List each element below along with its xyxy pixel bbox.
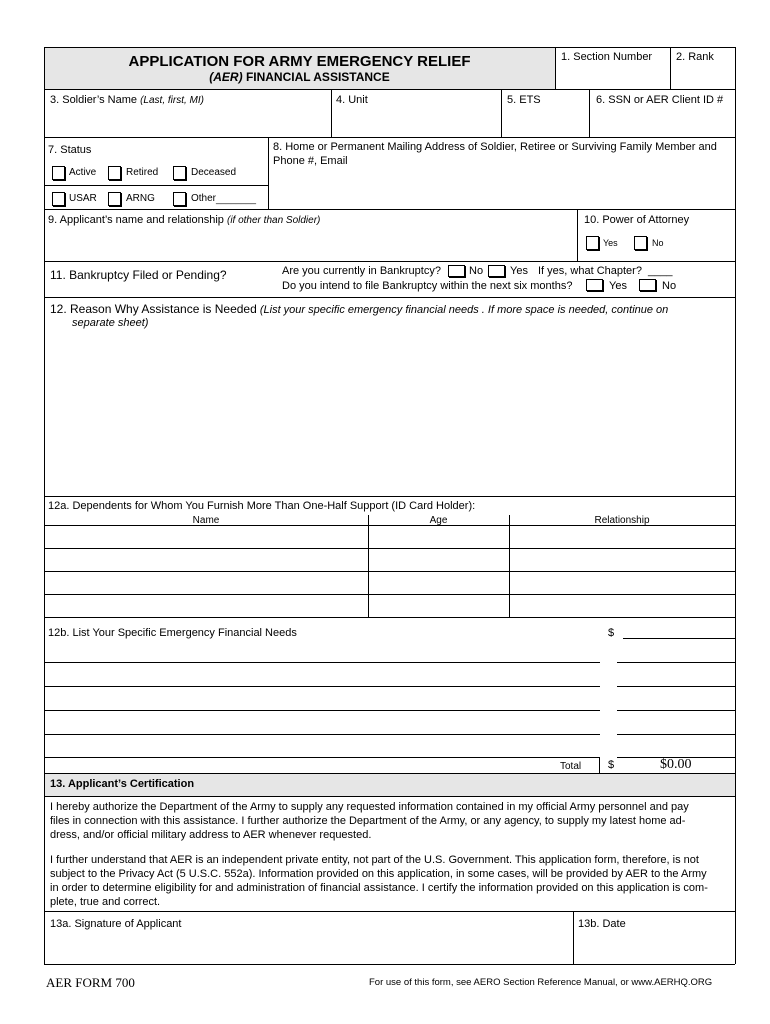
bankruptcy-question-intend: Do you intend to file Bankruptcy within the next six months?: [282, 280, 573, 292]
dependents-label: 12a. Dependents for Whom You Furnish More Than One-Half Support (ID Card Holder):: [48, 500, 476, 512]
dependent-age-field[interactable]: [370, 596, 507, 616]
dependent-name-field[interactable]: [46, 550, 366, 570]
unit-label: 4. Unit: [336, 94, 368, 106]
ssn-label: 6. SSN or AER Client ID #: [596, 94, 724, 106]
need-line: [44, 734, 600, 735]
status-deceased-checkbox[interactable]: [173, 166, 186, 180]
dependent-age-field[interactable]: [370, 527, 507, 547]
date-label: 13b. Date: [578, 918, 626, 930]
need-item-field[interactable]: [46, 641, 598, 661]
dependents-col-relationship: Relationship: [594, 515, 650, 526]
footer-note: For use of this form, see AERO Section Reference Manual, or www.AERHQ.ORG: [369, 977, 713, 988]
rule: [44, 496, 735, 497]
bankruptcy-current-no-label: No: [469, 265, 484, 277]
need-amount-field[interactable]: [619, 717, 733, 733]
frame-right: [735, 47, 736, 964]
status-other-label: Other: [191, 193, 217, 204]
bankruptcy-current-yes-label: Yes: [510, 265, 528, 277]
need-amount-field[interactable]: [619, 669, 733, 685]
soldier-name-field[interactable]: [46, 110, 329, 135]
divider: [670, 47, 671, 89]
rank-field[interactable]: [672, 65, 733, 87]
signature-label: 13a. Signature of Applicant: [50, 918, 182, 930]
rule: [44, 617, 735, 618]
ets-label: 5. ETS: [507, 94, 541, 106]
status-deceased-label: Deceased: [191, 167, 237, 178]
divider: [331, 89, 332, 137]
form-id: AER FORM 700: [46, 975, 135, 990]
bankruptcy-question-current: Are you currently in Bankruptcy?: [282, 265, 441, 277]
amount-line: [617, 710, 735, 711]
rule: [44, 796, 735, 797]
amount-line: [617, 662, 735, 663]
address-label-line1: 8. Home or Permanent Mailing Address of Soldier, Retiree or Surviving Family Member and: [273, 141, 717, 153]
dependent-age-field[interactable]: [370, 550, 507, 570]
rule: [44, 911, 735, 912]
frame-bottom: [44, 964, 735, 965]
rule: [44, 185, 268, 186]
needs-label: 12b. List Your Specific Emergency Financial Needs: [48, 627, 297, 639]
cert-p1-line: files in connection with this assistance. I further authorize the Department of the Army, or any agency, to supply my latest home ad-: [50, 815, 686, 827]
need-item-field[interactable]: [46, 665, 598, 685]
divider: [599, 757, 600, 773]
signature-field[interactable]: [46, 934, 571, 962]
reason-hint-line1: (List your specific emergency financial needs . If more space is needed, continue on: [259, 304, 669, 316]
divider: [573, 911, 574, 964]
dependent-relationship-field[interactable]: [511, 550, 733, 570]
section-number-field[interactable]: [557, 65, 668, 87]
divider: [555, 47, 556, 89]
divider: [268, 137, 269, 209]
poa-no-label: No: [652, 238, 664, 248]
status-arng-checkbox[interactable]: [108, 192, 121, 206]
poa-yes-checkbox[interactable]: [586, 236, 599, 250]
dependents-col-name: Name: [192, 515, 220, 526]
rule: [44, 137, 735, 138]
reason-hint-line2: separate sheet): [72, 317, 149, 329]
reason-field[interactable]: [46, 333, 733, 493]
status-arng-label: ARNG: [126, 193, 155, 204]
status-other-checkbox[interactable]: [173, 192, 186, 206]
rule: [44, 209, 735, 210]
dependent-relationship-field[interactable]: [511, 527, 733, 547]
status-active-checkbox[interactable]: [52, 166, 65, 180]
cert-p2-line: subject to the Privacy Act (5 U.S.C. 552a). Information provided on this application, in some cases, will be provided by AER to the Army: [50, 868, 707, 880]
need-line: [44, 686, 600, 687]
reason-label-text: 12. Reason Why Assistance is Needed: [50, 302, 257, 316]
unit-field[interactable]: [333, 110, 499, 135]
address-field[interactable]: [271, 170, 733, 207]
form-subtitle: [44, 70, 555, 84]
cert-p2-line: in order to determine eligibility for and administration of financial assistance. I certify the information provided on this application is com-: [50, 882, 708, 894]
reason-label: [50, 302, 668, 316]
ssn-field[interactable]: [591, 110, 733, 135]
applicant-field[interactable]: [46, 230, 575, 259]
need-amount-field[interactable]: [625, 622, 733, 637]
dependents-col-age: Age: [429, 515, 448, 526]
poa-label: 10. Power of Attorney: [584, 214, 690, 226]
bankruptcy-intend-yes-label: Yes: [609, 280, 627, 292]
dependent-name-field[interactable]: [46, 596, 366, 616]
total-value: $0.00: [660, 757, 692, 772]
dependent-relationship-field[interactable]: [511, 596, 733, 616]
rule: [44, 594, 735, 595]
cert-p2-line: plete, true and correct.: [50, 896, 161, 908]
need-line: [44, 662, 600, 663]
need-item-field[interactable]: [46, 713, 598, 733]
applicant-hint: (if other than Soldier): [226, 215, 321, 226]
rule: [44, 89, 735, 90]
cert-p1-line: I hereby authorize the Department of the Army to supply any requested information contained in my official Army personnel and pay: [50, 801, 689, 813]
need-line: [44, 757, 600, 758]
needs-dollar-sign: $: [608, 627, 615, 639]
frame-top: [44, 47, 735, 48]
status-active-label: Active: [69, 167, 97, 178]
poa-yes-label: Yes: [603, 238, 618, 248]
need-amount-field[interactable]: [619, 693, 733, 709]
poa-no-checkbox[interactable]: [634, 236, 647, 250]
need-amount-field[interactable]: [619, 740, 733, 756]
divider: [501, 89, 502, 137]
soldier-name-hint: (Last, first, MI): [140, 95, 204, 106]
cert-p1-line: dress, and/or official military address to AER whenever requested.: [50, 829, 372, 841]
rule: [44, 297, 735, 298]
bankruptcy-intend-no-label: No: [662, 280, 677, 292]
bankruptcy-current-no-checkbox[interactable]: [448, 265, 465, 277]
rank-label: 2. Rank: [676, 51, 714, 63]
date-field[interactable]: [575, 934, 733, 962]
amount-line: [617, 734, 735, 735]
dependent-name-field[interactable]: [46, 527, 366, 547]
subtitle-text: FINANCIAL ASSISTANCE: [245, 70, 390, 84]
status-label: 7. Status: [48, 144, 92, 156]
total-dollar-sign: $: [608, 759, 615, 771]
amount-line: [617, 686, 735, 687]
dependent-name-field[interactable]: [46, 573, 366, 593]
ets-field[interactable]: [503, 110, 587, 135]
soldier-name-label-text: 3. Soldier’s Name: [50, 94, 138, 106]
divider: [577, 209, 578, 261]
need-item-field[interactable]: [46, 689, 598, 709]
dependent-relationship-field[interactable]: [511, 573, 733, 593]
cert-p2-line: I further understand that AER is an independent private entity, not part of the U.S. Government. This application form, therefore, is not: [50, 854, 699, 866]
address-label-line2: Phone #, Email: [273, 155, 348, 167]
soldier-name-label: [50, 94, 204, 106]
status-usar-checkbox[interactable]: [52, 192, 65, 206]
need-item-field[interactable]: [46, 736, 598, 756]
bankruptcy-intend-yes-checkbox[interactable]: [586, 279, 603, 291]
bankruptcy-label: 11. Bankruptcy Filed or Pending?: [50, 268, 227, 282]
status-retired-label: Retired: [126, 167, 159, 178]
status-retired-checkbox[interactable]: [108, 166, 121, 180]
dependent-age-field[interactable]: [370, 573, 507, 593]
rule: [44, 571, 735, 572]
subtitle-abbrev: (AER): [209, 70, 243, 84]
applicant-label-text: 9. Applicant’s name and relationship: [48, 214, 224, 226]
form-title: APPLICATION FOR ARMY EMERGENCY RELIEF: [128, 53, 471, 70]
rule: [44, 773, 735, 774]
amount-line: [623, 638, 735, 639]
rule: [44, 261, 735, 262]
applicant-label: [48, 214, 320, 226]
status-other-blank[interactable]: ________: [216, 194, 257, 204]
divider: [509, 515, 510, 617]
need-line: [44, 710, 600, 711]
bankruptcy-chapter-label: If yes, what Chapter?: [538, 265, 642, 277]
total-label: Total: [560, 761, 582, 772]
certification-heading: 13. Applicant’s Certification: [50, 778, 195, 790]
bankruptcy-chapter-blank[interactable]: ____: [648, 265, 673, 277]
need-amount-field[interactable]: [619, 645, 733, 661]
bankruptcy-current-yes-checkbox[interactable]: [488, 265, 505, 277]
rule: [44, 548, 735, 549]
section-number-label: 1. Section Number: [561, 51, 653, 63]
divider: [589, 89, 590, 137]
status-usar-label: USAR: [69, 193, 97, 204]
divider: [368, 515, 369, 617]
bankruptcy-intend-no-checkbox[interactable]: [639, 279, 656, 291]
